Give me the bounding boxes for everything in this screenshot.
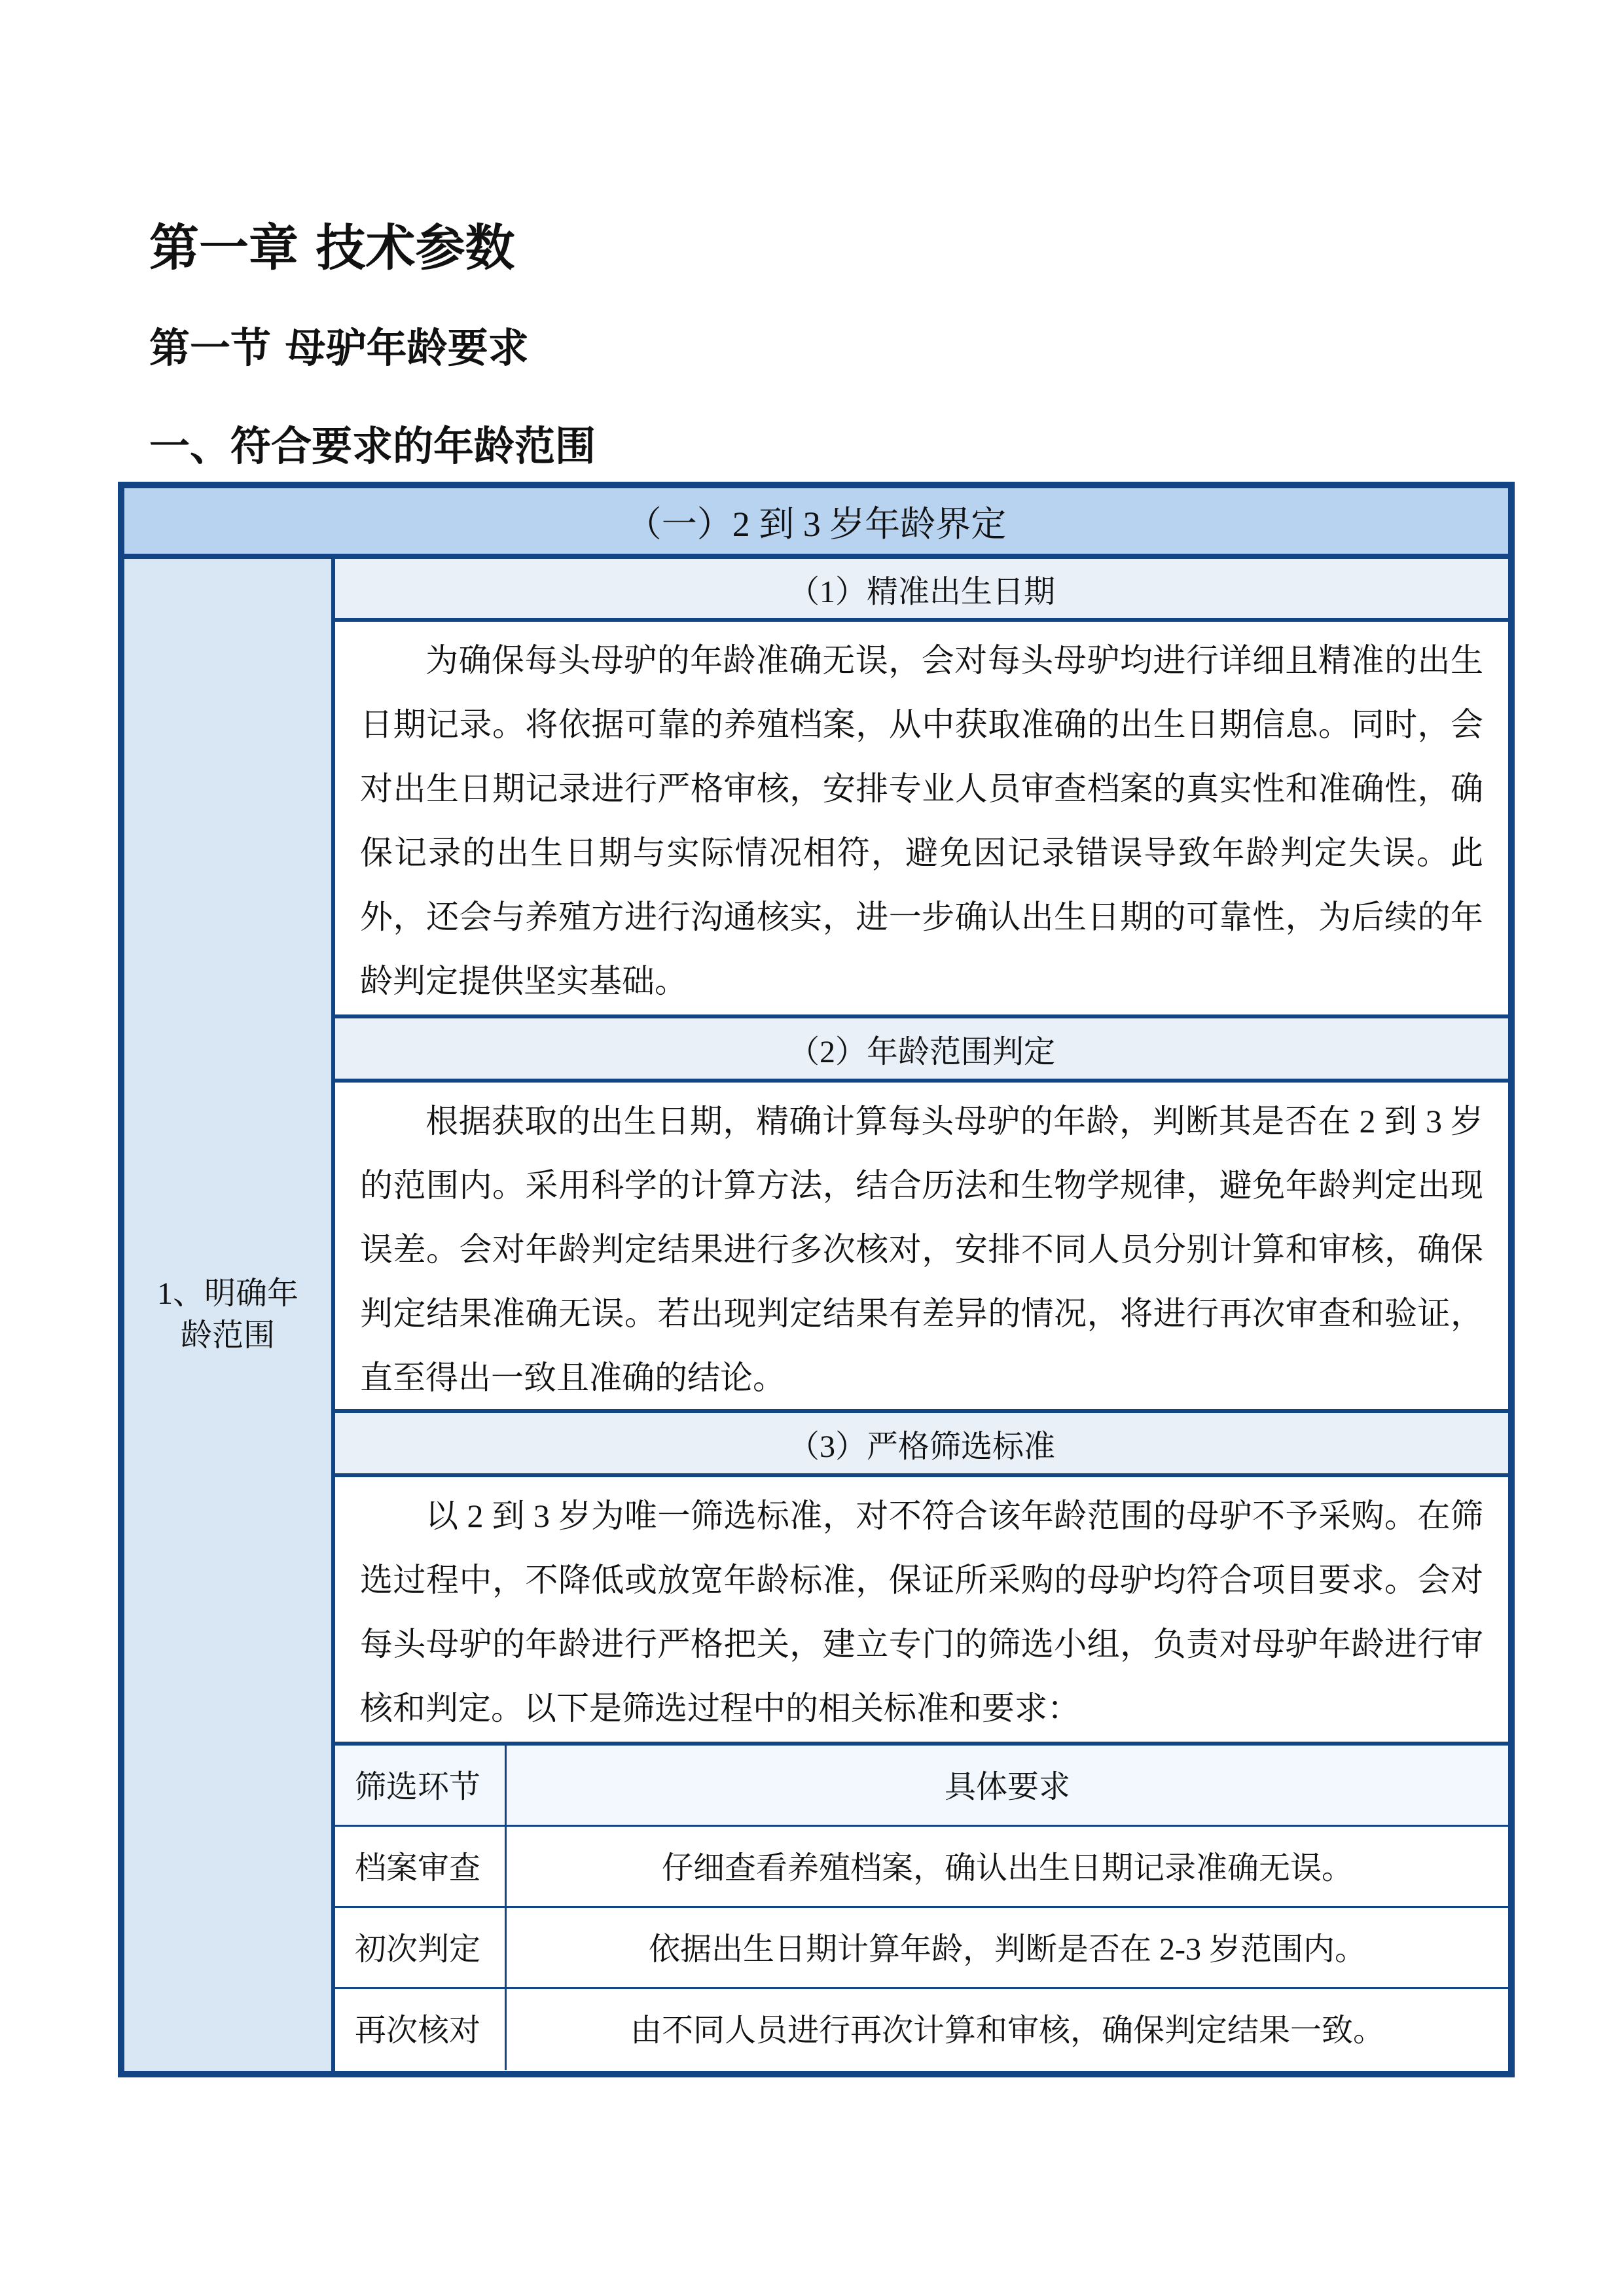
column-header: 筛选环节	[335, 1746, 507, 1827]
subsection-title: 一、符合要求的年龄范围	[149, 422, 596, 470]
chapter-title: 第一章 技术参数	[149, 219, 515, 277]
block-text: 以 2 到 3 岁为唯一筛选标准，对不符合该年龄范围的母驴不予采购。在筛选过程中，不降低或放宽年龄标准，保证所采购的母驴均符合项目要求。会对每头母驴的年龄进行严格把关，建立专门的筛选小组，负责对母驴年龄进行审核和判定。以下是筛选过程中的相关标准和要求：	[335, 1477, 1508, 1746]
table-cell: 依据出生日期计算年龄，判断是否在 2-3 岁范围内。	[507, 1908, 1508, 1989]
content-column	[335, 559, 1508, 2071]
block-title: （1）精准出生日期	[335, 559, 1508, 622]
section-title: 第一节 母驴年龄要求	[149, 324, 529, 372]
block-title: （3）严格筛选标准	[335, 1413, 1508, 1477]
block-title: （2）年龄范围判定	[335, 1018, 1508, 1083]
table-cell: 初次判定	[335, 1908, 507, 1989]
screening-table	[335, 1746, 1508, 2070]
table-cell: 再次核对	[335, 1989, 507, 2070]
block-text: 根据获取的出生日期，精确计算每头母驴的年龄，判断其是否在 2 到 3 岁的范围内。采用科学的计算方法，结合历法和生物学规律，避免年龄判定出现误差。会对年龄判定结果进行多次核对，安排不同人员分别计算和审核，确保判定结果准确无误。若出现判定结果有差异的情况，将进行再次审查和验证，直至得出一致且准确的结论。	[335, 1083, 1508, 1413]
table-header: （一）2 到 3 岁年龄界定	[124, 488, 1508, 559]
column-header: 具体要求	[507, 1746, 1508, 1827]
table-cell: 档案审查	[335, 1827, 507, 1908]
age-requirements-table	[118, 482, 1515, 2077]
table-cell: 由不同人员进行再次计算和审核，确保判定结果一致。	[630, 2013, 1384, 2048]
table-cell: 仔细查看养殖档案，确认出生日期记录准确无误。	[507, 1827, 1508, 1908]
row-label: 1、明确年龄范围	[124, 559, 335, 2071]
block-text: 为确保每头母驴的年龄准确无误，会对每头母驴均进行详细且精准的出生日期记录。将依据可靠的养殖档案，从中获取准确的出生日期信息。同时，会对出生日期记录进行严格审核，安排专业人员审查档案的真实性和准确性，确保记录的出生日期与实际情况相符，避免因记录错误导致年龄判定失误。此外，还会与养殖方进行沟通核实，进一步确认出生日期的可靠性，为后续的年龄判定提供坚实基础。	[335, 622, 1508, 1018]
